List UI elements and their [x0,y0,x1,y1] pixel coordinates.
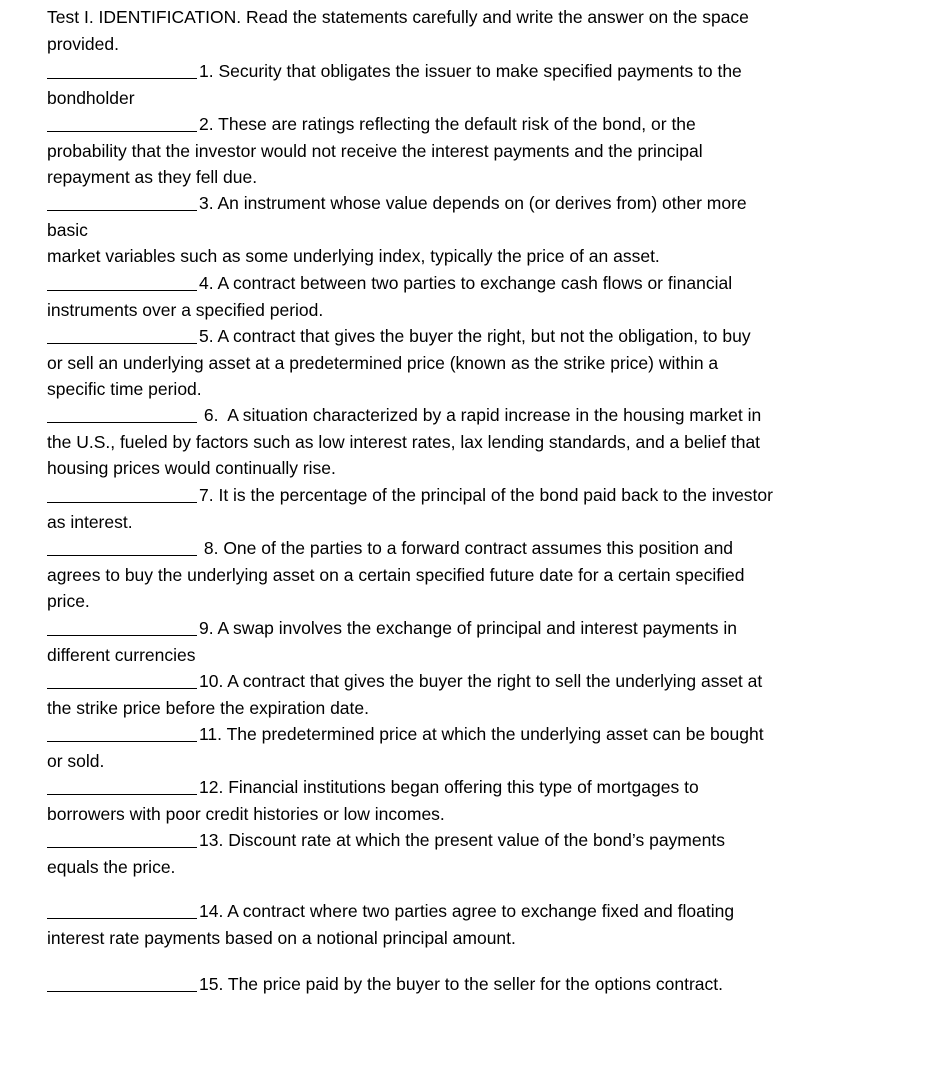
question-text-continued: housing prices would continually rise. [47,458,336,478]
answer-blank[interactable] [47,635,197,636]
question-text-continued: bondholder [47,87,135,108]
question-text-continued: agrees to buy the underlying asset on a certain specified future date for a certain specified [47,564,745,585]
answer-blank[interactable] [47,555,197,556]
question-text: 15. The price paid by the buyer to the seller for the options contract. [199,974,724,994]
question-text: 6. A situation characterized by a rapid increase in the housing market in [199,405,762,425]
test-header-continued: provided. [47,34,119,54]
question-text-continued: borrowers with poor credit histories or low incomes. [47,803,445,824]
answer-blank[interactable] [47,343,197,344]
answer-blank[interactable] [47,78,197,79]
question-text-continued: interest rate payments based on a notional principal amount. [47,927,516,948]
answer-blank[interactable] [47,794,197,795]
question-text: 8. One of the parties to a forward contract assumes this position and [199,538,734,558]
question-text-continued: equals the price. [47,856,176,877]
question-text-continued: or sell an underlying asset at a predetermined price (known as the strike price) within a [47,352,719,373]
question-text-continued: probability that the investor would not receive the interest payments and the principal [47,140,703,161]
answer-blank[interactable] [47,991,197,992]
answer-blank[interactable] [47,847,197,848]
question-text: 14. A contract where two parties agree to exchange fixed and floating [199,901,735,921]
question-text: 12. Financial institutions began offering this type of mortgages to [199,777,699,797]
answer-blank[interactable] [47,741,197,742]
question-text: 7. It is the percentage of the principal of the bond paid back to the investor [199,485,773,505]
question-text-continued: different currencies [47,644,196,665]
question-text: 4. A contract between two parties to exchange cash flows or financial [199,273,733,293]
question-text: 10. A contract that gives the buyer the right to sell the underlying asset at [199,671,763,691]
question-text: 13. Discount rate at which the present value of the bond’s payments [199,830,725,850]
answer-blank[interactable] [47,688,197,689]
question-text: 3. An instrument whose value depends on (or derives from) other more [199,193,747,213]
question-text-continued: market variables such as some underlying index, typically the price of an asset. [47,246,660,266]
answer-blank[interactable] [47,290,197,291]
question-text: 11. The predetermined price at which the underlying asset can be bought [199,724,764,744]
answer-blank[interactable] [47,210,197,211]
question-text-continued: the U.S., fueled by factors such as low interest rates, lax lending standards, and a belief that [47,431,761,452]
question-text: 9. A swap involves the exchange of principal and interest payments in [199,618,737,638]
question-text-continued: basic [47,219,88,240]
answer-blank[interactable] [47,422,197,423]
question-text: 5. A contract that gives the buyer the right, but not the obligation, to buy [199,326,751,346]
question-text-continued: repayment as they fell due. [47,167,258,187]
answer-blank[interactable] [47,131,197,132]
question-text-continued: as interest. [47,511,133,532]
test-header: Test I. IDENTIFICATION. Read the statements carefully and write the answer on the space [47,7,749,27]
answer-blank[interactable] [47,918,197,919]
question-text-continued: instruments over a specified period. [47,299,324,320]
question-text-continued: price. [47,591,90,611]
question-text-continued: specific time period. [47,379,202,399]
question-text: 2. These are ratings reflecting the default risk of the bond, or the [199,114,696,134]
question-text-continued: or sold. [47,750,105,771]
answer-blank[interactable] [47,502,197,503]
question-text: 1. Security that obligates the issuer to make specified payments to the [199,61,742,81]
question-text-continued: the strike price before the expiration date. [47,697,369,718]
